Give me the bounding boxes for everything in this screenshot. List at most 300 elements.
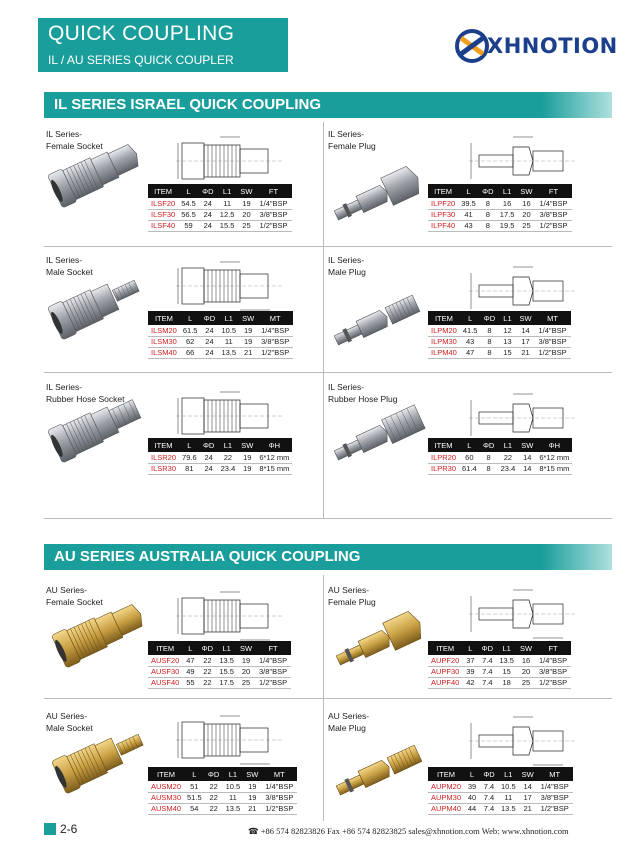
table-row [428,336,571,347]
column-header: L [462,641,478,655]
table-cell: 3/8"BSP [261,792,297,803]
table-cell: 21 [239,347,257,358]
column-header: MT [257,311,293,325]
column-header: ITEM [148,311,180,325]
divider [44,246,612,247]
table-cell: 37 [462,655,478,666]
page-number: 2-6 [60,822,78,836]
table-cell: AUSM20 [148,781,184,792]
table-cell: 8 [480,347,498,358]
product-label: AU Series- Male Plug [328,711,370,733]
spec-table [428,311,571,359]
column-header: L [180,311,201,325]
table-cell: 60 [459,452,480,463]
table-cell: 18 [496,677,517,688]
table-cell: ILSF20 [148,198,178,209]
table-row [428,463,572,474]
table-cell: 8*15 mm [256,463,292,474]
column-header: ΦH [256,438,292,452]
table-cell: 10.5 [223,781,244,792]
column-header: L1 [496,641,517,655]
product-label: IL Series- Female Socket [46,129,103,151]
table-cell: 22 [198,677,216,688]
table-cell: ILPF40 [428,220,458,231]
table-cell: 42 [462,677,478,688]
table-cell: 21 [519,803,537,814]
divider [44,518,612,519]
table-cell: 3/8"BSP [255,666,291,677]
table-cell: 25 [237,677,255,688]
column-header: L1 [216,641,237,655]
table-cell: AUPF40 [428,677,462,688]
table-header-row [148,311,293,325]
table-header-row [428,438,572,452]
table-row [148,452,292,463]
table-cell: 43 [458,220,479,231]
table-cell: 13.5 [216,655,237,666]
column-header: SW [239,311,257,325]
table-cell: AUPM40 [428,803,464,814]
product-label: AU Series- Female Socket [46,585,103,607]
table-cell: 24 [200,463,218,474]
column-header: ITEM [148,184,178,198]
table-cell: 54.5 [178,198,199,209]
table-row [148,336,293,347]
column-header: ΦD [479,184,497,198]
table-row [148,463,292,474]
table-cell: 16 [497,198,518,209]
table-row [148,792,297,803]
table-cell: ILSR20 [148,452,179,463]
table-cell: 25 [517,220,535,231]
table-header-row [428,311,571,325]
table-row [148,209,292,220]
table-cell: 24 [199,198,217,209]
table-cell: 62 [180,336,201,347]
table-cell: 55 [182,677,198,688]
footer-marker [44,823,56,835]
column-header: SW [517,184,535,198]
table-cell: 11 [218,336,239,347]
column-header: L [179,438,200,452]
spec-table [148,767,297,815]
column-header: L [464,767,480,781]
table-row [428,803,573,814]
table-row [148,325,293,336]
table-cell: 43 [460,336,481,347]
table-row [148,655,291,666]
table-cell: 8 [480,336,498,347]
table-cell: ILPM30 [428,336,460,347]
table-cell: AUSF30 [148,666,182,677]
table-cell: 24 [199,220,217,231]
table-header-row [148,438,292,452]
table-cell: 1/2"BSP [535,677,571,688]
table-row [148,666,291,677]
table-cell: 25 [237,220,255,231]
table-cell: ILPR30 [428,463,459,474]
table-cell: 8 [480,325,498,336]
table-cell: 1/2"BSP [257,347,293,358]
table-cell: 8 [480,463,498,474]
table-row [428,209,572,220]
table-cell: AUSF40 [148,677,182,688]
table-cell: 22 [198,655,216,666]
product-label: IL Series- Rubber Hose Socket [46,382,125,404]
table-cell: 17 [516,336,534,347]
table-cell: 21 [243,803,261,814]
table-cell: 17.5 [497,209,518,220]
header-title: QUICK COUPLING [48,22,235,45]
column-header: ΦD [480,438,498,452]
column-header: FT [535,641,571,655]
table-cell: 24 [200,452,218,463]
table-cell: 41 [458,209,479,220]
table-cell: 19.5 [497,220,518,231]
column-header: ΦH [536,438,572,452]
table-cell: 24 [200,325,218,336]
table-cell: 54 [184,803,205,814]
table-cell: AUSF20 [148,655,182,666]
table-cell: 7.4 [480,781,498,792]
table-cell: ILSF40 [148,220,178,231]
table-cell: 15 [498,347,516,358]
product-label: IL Series- Rubber Hose Plug [328,382,398,404]
table-cell: AUPM30 [428,792,464,803]
table-cell: ILSM40 [148,347,180,358]
column-header: L1 [223,767,244,781]
table-cell: ILSF30 [148,209,178,220]
table-header-row [428,184,572,198]
column-header: ITEM [428,767,464,781]
column-header: L [459,438,480,452]
column-header: SW [238,438,256,452]
column-header: L [182,641,198,655]
table-cell: 44 [464,803,480,814]
table-cell: 3/8"BSP [535,666,571,677]
table-cell: AUPM20 [428,781,464,792]
table-row [428,677,571,688]
column-header: MT [537,767,573,781]
table-cell: 15 [496,666,517,677]
table-cell: 17.5 [216,677,237,688]
table-cell: 7.4 [478,666,496,677]
table-row [428,220,572,231]
column-header: SW [237,184,255,198]
table-cell: 17 [519,792,537,803]
table-cell: 51 [184,781,205,792]
product-photo [328,405,428,472]
table-header-row [428,641,571,655]
table-cell: 22 [218,452,239,463]
table-cell: 22 [198,666,216,677]
table-cell: 12.5 [217,209,238,220]
table-cell: 10.5 [498,781,519,792]
header-subtitle: IL / AU SERIES QUICK COUPLER [48,53,234,67]
table-cell: 25 [517,677,535,688]
table-cell: AUPF30 [428,666,462,677]
product-photo [330,740,430,807]
section-title-au: AU SERIES AUSTRALIA QUICK COUPLING [44,544,612,570]
column-header: SW [518,438,536,452]
table-cell: 59 [178,220,199,231]
spec-table [428,767,573,815]
table-cell: 51.5 [184,792,205,803]
table-cell: 1/2"BSP [256,220,292,231]
table-cell: 10.5 [218,325,239,336]
page-header [38,18,288,72]
column-header: ΦD [200,311,218,325]
table-cell: 1/4"BSP [257,325,293,336]
column-header: L1 [498,311,516,325]
table-cell: ILPF30 [428,209,458,220]
table-cell: 3/8"BSP [257,336,293,347]
table-row [428,792,573,803]
table-cell: 8 [479,220,497,231]
table-cell: 13.5 [498,803,519,814]
spec-table [148,311,293,359]
column-header: ΦD [205,767,223,781]
product-label: AU Series- Male Socket [46,711,93,733]
table-cell: 8 [480,452,498,463]
table-cell: 56.5 [178,209,199,220]
table-cell: ILPF20 [428,198,458,209]
product-label: IL Series- Male Socket [46,255,93,277]
column-header: SW [519,767,537,781]
product-photo [52,726,152,801]
table-cell: AUSM40 [148,803,184,814]
table-cell: 19 [238,452,256,463]
table-cell: 24 [200,347,218,358]
product-label: AU Series- Female Plug [328,585,376,607]
table-row [148,781,297,792]
table-cell: 1/4"BSP [255,655,291,666]
spec-table [428,184,572,232]
table-cell: 16 [517,655,535,666]
column-header: L [184,767,205,781]
table-row [148,220,292,231]
table-cell: 8 [479,198,497,209]
column-header: ΦD [480,311,498,325]
table-cell: 22 [205,803,223,814]
table-cell: 3/8"BSP [536,209,572,220]
contact-line: ☎ +86 574 82823826 Fax +86 574 82823825 sales@xhnotion.com Web: www.xhnotion.com [248,826,569,836]
column-header: FT [255,641,291,655]
table-row [148,677,291,688]
table-cell: 39 [464,781,480,792]
table-cell: 1/4"BSP [261,781,297,792]
table-cell: 19 [243,781,261,792]
table-cell: 19 [237,655,255,666]
table-cell: 23.4 [218,463,239,474]
table-row [148,198,292,209]
product-photo [48,140,148,215]
table-cell: 19 [238,463,256,474]
column-header: ITEM [148,641,182,655]
table-cell: 39 [462,666,478,677]
column-header: ΦD [200,438,218,452]
logo-icon [455,28,489,64]
table-cell: 13.5 [218,347,239,358]
table-cell: 15.5 [217,220,238,231]
column-header: ΦD [199,184,217,198]
table-cell: 1/4"BSP [256,198,292,209]
divider [44,372,612,373]
table-cell: 20 [237,666,255,677]
table-cell: 12 [498,325,516,336]
table-cell: 81 [179,463,200,474]
table-cell: 19 [239,325,257,336]
table-cell: 13.5 [223,803,244,814]
table-header-row [428,767,573,781]
table-cell: 39.5 [458,198,479,209]
table-cell: ILPM40 [428,347,460,358]
table-cell: 20 [237,209,255,220]
table-cell: 61.4 [459,463,480,474]
table-header-row [148,184,292,198]
product-photo [330,610,430,677]
column-header: L1 [497,184,518,198]
product-photo [48,395,148,470]
column-header: L1 [218,438,239,452]
table-cell: 22 [205,781,223,792]
column-header: FT [536,184,572,198]
column-header: SW [237,641,255,655]
table-cell: 3/8"BSP [535,336,571,347]
table-cell: ILSR30 [148,463,179,474]
table-cell: ILSM30 [148,336,180,347]
table-cell: 3/8"BSP [537,792,573,803]
table-cell: 1/2"BSP [536,220,572,231]
table-cell: 14 [516,325,534,336]
table-cell: 24 [199,209,217,220]
product-photo [328,165,428,232]
table-cell: 3/8"BSP [256,209,292,220]
table-cell: 1/4"BSP [537,781,573,792]
table-row [428,666,571,677]
table-cell: 1/4"BSP [535,325,571,336]
company-logo [455,28,618,68]
column-header: ITEM [428,641,462,655]
column-header: MT [535,311,571,325]
product-photo [48,272,148,347]
column-header: L [460,311,481,325]
table-cell: 49 [182,666,198,677]
table-cell: 20 [517,209,535,220]
spec-table [148,184,292,232]
column-header: L [458,184,479,198]
column-header: ITEM [148,767,184,781]
column-header: FT [256,184,292,198]
table-row [428,325,571,336]
logo-text: XHNOTION [487,34,618,58]
table-cell: 11 [217,198,238,209]
table-cell: 1/4"BSP [535,655,571,666]
table-row [148,347,293,358]
table-header-row [148,641,291,655]
column-header: ΦD [198,641,216,655]
table-cell: 79.6 [179,452,200,463]
table-cell: 1/2"BSP [261,803,297,814]
table-cell: 6*12 mm [536,452,572,463]
table-cell: 61.5 [180,325,201,336]
table-cell: 1/2"BSP [255,677,291,688]
product-photo [328,290,428,357]
table-cell: ILPM20 [428,325,460,336]
column-header: SW [516,311,534,325]
table-cell: 21 [516,347,534,358]
table-cell: 7.4 [480,792,498,803]
table-cell: 47 [460,347,481,358]
table-cell: 23.4 [498,463,519,474]
spec-table [148,438,292,475]
table-row [428,655,571,666]
column-header: L [178,184,199,198]
table-cell: 41.5 [460,325,481,336]
table-row [428,452,572,463]
spec-table [428,641,571,689]
table-row [148,803,297,814]
table-cell: 40 [464,792,480,803]
column-header: ΦD [480,767,498,781]
table-cell: 14 [519,781,537,792]
column-header: ΦD [478,641,496,655]
table-cell: 19 [243,792,261,803]
table-cell: 1/2"BSP [535,347,571,358]
table-row [428,347,571,358]
table-cell: 19 [237,198,255,209]
table-row [428,781,573,792]
table-cell: 22 [205,792,223,803]
table-cell: 8 [479,209,497,220]
table-cell: 16 [517,198,535,209]
table-header-row [148,767,297,781]
product-photo [52,600,152,675]
table-cell: ILPR20 [428,452,459,463]
table-cell: 20 [517,666,535,677]
column-header: ITEM [148,438,179,452]
column-header: L1 [498,767,519,781]
spec-table [428,438,572,475]
column-header: SW [243,767,261,781]
table-cell: 11 [498,792,519,803]
table-row [428,198,572,209]
column-header: ITEM [428,184,458,198]
table-cell: 7.4 [480,803,498,814]
spec-table [148,641,291,689]
table-cell: 11 [223,792,244,803]
table-cell: 6*12 mm [256,452,292,463]
column-header: ITEM [428,311,460,325]
product-label: IL Series- Female Plug [328,129,376,151]
column-header: ITEM [428,438,459,452]
table-cell: 19 [239,336,257,347]
divider [44,698,612,699]
column-header: L1 [498,438,519,452]
column-header: L1 [217,184,238,198]
table-cell: 47 [182,655,198,666]
table-cell: 14 [518,452,536,463]
table-cell: 7.4 [478,655,496,666]
table-cell: 7.4 [478,677,496,688]
table-cell: 22 [498,452,519,463]
table-cell: 1/2"BSP [537,803,573,814]
table-cell: 1/4"BSP [536,198,572,209]
table-cell: 13 [498,336,516,347]
column-header: SW [517,641,535,655]
table-cell: ILSM20 [148,325,180,336]
table-cell: 14 [518,463,536,474]
